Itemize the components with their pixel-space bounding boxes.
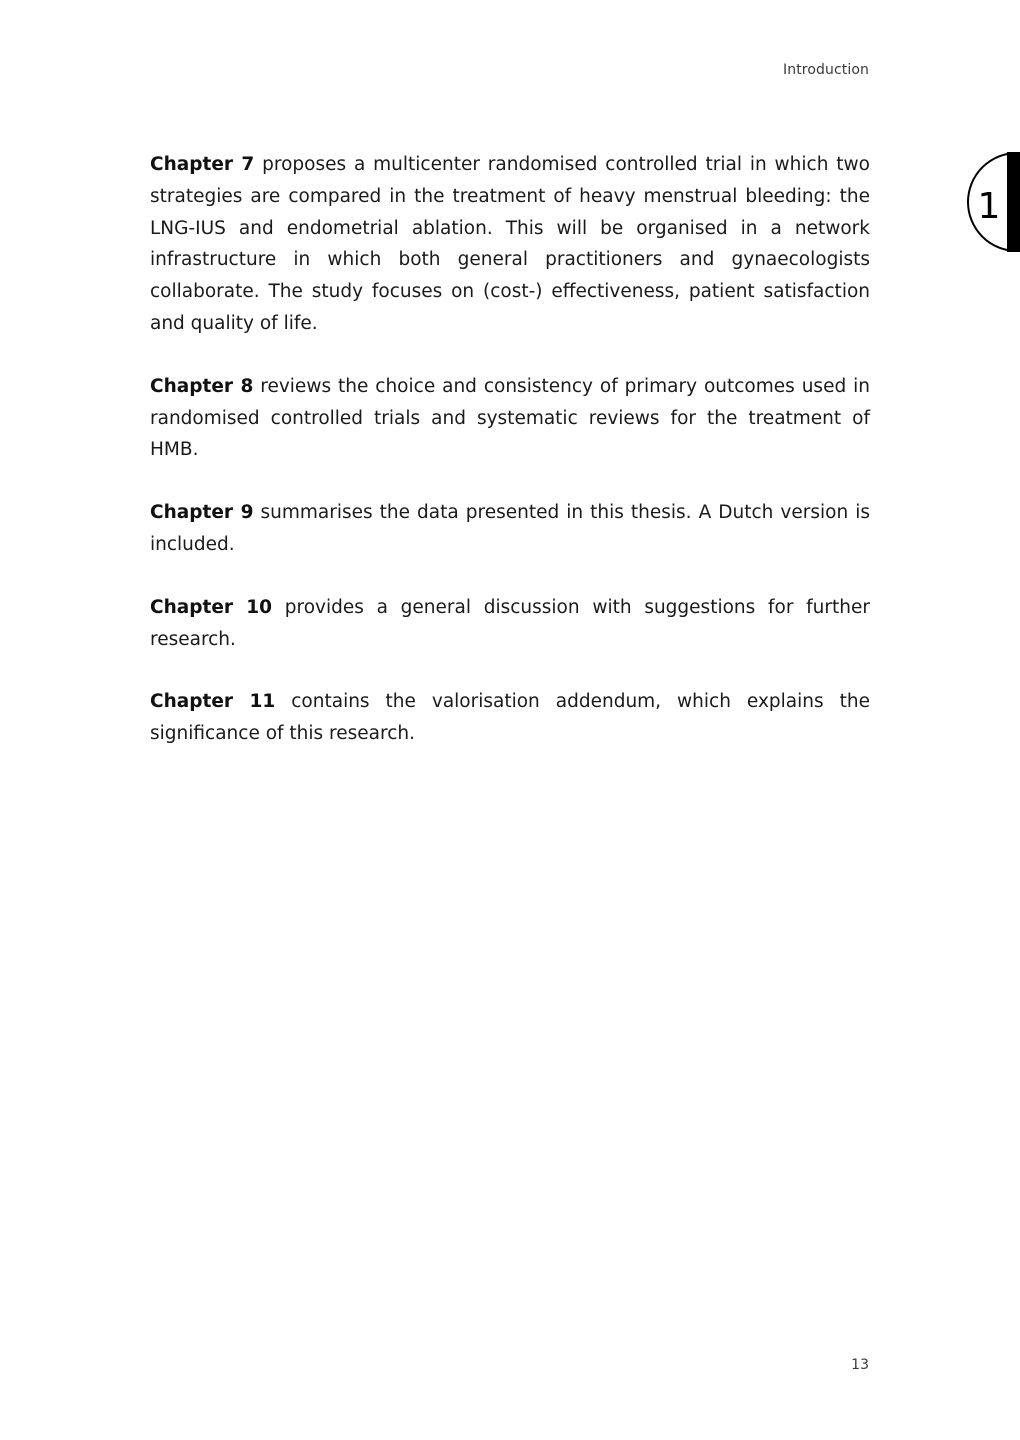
chapter-label: Chapter 7 <box>150 154 255 175</box>
paragraph-text: proposes a multicenter randomised controlled trial in which two strategies are compared in the treatment of heavy menstrual bleeding: the LNG-IUS and endometrial ablation. This will be organised in a network infrastructure in which both general practitioners and gynaecologists collaborate. The study focuses on (cost-) effectiveness, patient satisfaction and quality of life. <box>150 154 870 334</box>
page-number: 13 <box>851 1357 869 1373</box>
paragraph-text: contains the valorisation addendum, which explains the significance of this research. <box>150 691 870 745</box>
paragraph-chapter-11 <box>150 686 870 750</box>
chapter-label: Chapter 8 <box>150 375 254 397</box>
chapter-tab-bar <box>1007 152 1020 252</box>
chapter-label: Chapter 9 <box>150 502 254 524</box>
paragraph-chapter-7 <box>150 149 870 340</box>
chapter-tab-graphic <box>967 152 1020 252</box>
paragraph-chapter-8 <box>150 371 870 466</box>
paragraph-chapter-10 <box>150 592 870 656</box>
paragraph-text: summarises the data presented in this thesis. A Dutch version is included. <box>150 502 870 555</box>
paragraph-chapter-9 <box>150 497 870 561</box>
chapter-overview <box>150 149 870 781</box>
chapter-label: Chapter 11 <box>150 691 276 713</box>
paragraph-text: provides a general discussion with suggestions for further research. <box>150 596 870 650</box>
chapter-tab <box>967 152 1020 252</box>
chapter-label: Chapter 10 <box>150 596 273 618</box>
running-header: Introduction <box>783 62 869 78</box>
chapter-tab-number: 1 <box>977 186 1001 227</box>
paragraph-text: reviews the choice and consistency of primary outcomes used in randomised controlled trials and systematic reviews for the treatment of HMB. <box>150 375 870 461</box>
